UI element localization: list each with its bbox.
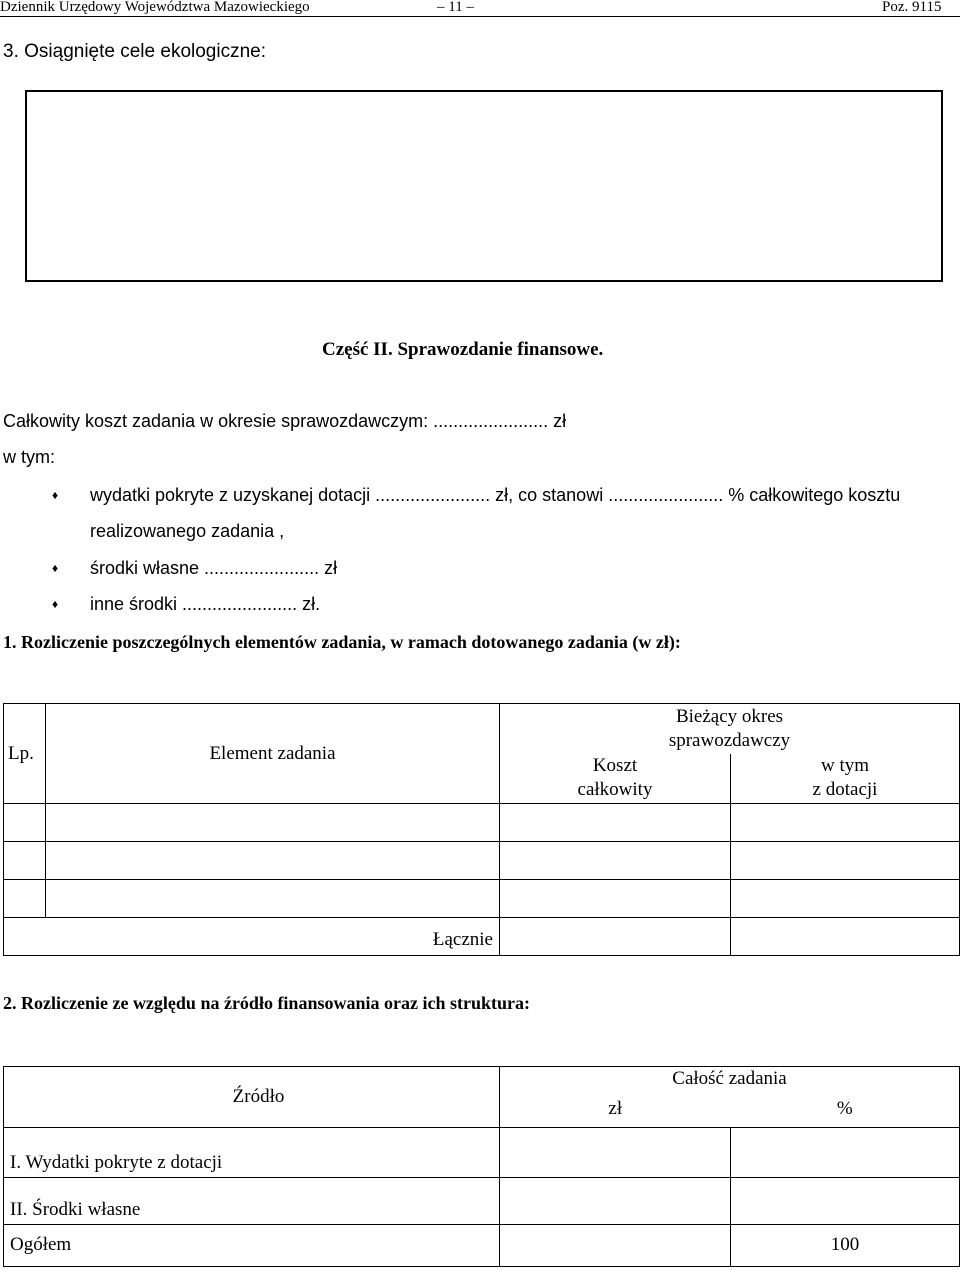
journal-title: Dziennik Urzędowy Województwa Mazowieckiego bbox=[0, 0, 310, 15]
table-cell[interactable] bbox=[500, 804, 731, 842]
ecological-goals-box[interactable] bbox=[25, 90, 943, 282]
table-row bbox=[4, 804, 960, 842]
table-row bbox=[4, 1224, 960, 1266]
table-row bbox=[4, 880, 960, 918]
table-cell[interactable] bbox=[4, 804, 46, 842]
row-subsidy-zl-cell[interactable] bbox=[500, 1127, 731, 1177]
table-row bbox=[4, 842, 960, 880]
col-header-period-line2: sprawozdawczy bbox=[668, 729, 791, 751]
table-row bbox=[4, 1127, 960, 1177]
table-cell[interactable] bbox=[4, 880, 46, 918]
table-row bbox=[4, 1177, 960, 1224]
row-subsidy-pct-cell[interactable] bbox=[731, 1127, 960, 1177]
part2-title: Część II. Sprawozdanie finansowe. bbox=[322, 339, 604, 360]
total-cost-cell[interactable] bbox=[500, 918, 731, 956]
task-elements-table bbox=[3, 703, 960, 956]
table-cell[interactable] bbox=[500, 842, 731, 880]
table-cell[interactable] bbox=[731, 880, 960, 918]
row-own-funds-zl-cell[interactable] bbox=[500, 1177, 731, 1224]
header-rule bbox=[0, 16, 960, 17]
own-funds-line: środki własne ....................... zł bbox=[90, 558, 338, 578]
bullet-diamond-icon: ♦ bbox=[52, 561, 59, 575]
total-row bbox=[4, 918, 960, 956]
of-which-label: w tym: bbox=[3, 447, 55, 467]
col-header-source: Źródło bbox=[4, 1067, 500, 1128]
total-cost-line: Całkowity koszt zadania w okresie sprawozdawczym: ....................... zł bbox=[3, 411, 567, 431]
row-subsidy-label: I. Wydatki pokryte z dotacji bbox=[4, 1127, 500, 1177]
table-cell[interactable] bbox=[46, 880, 500, 918]
row-total-pct: 100 bbox=[731, 1224, 960, 1266]
col-header-lp: Lp. bbox=[4, 704, 46, 804]
subsidy-expenses-line: wydatki pokryte z uzyskanej dotacji ....................... zł, co stanowi ....................... % całkowitego kosztu bbox=[90, 485, 901, 505]
bullet-diamond-icon: ♦ bbox=[52, 597, 59, 611]
table2-heading: 2. Rozliczenie ze względu na źródło finansowania oraz ich struktura: bbox=[3, 993, 530, 1013]
table-cell[interactable] bbox=[500, 880, 731, 918]
page-number: – 11 – bbox=[437, 0, 474, 15]
col-header-period-line1: Bieżący okres bbox=[675, 705, 784, 727]
col-header-total-line2: całkowity bbox=[577, 779, 653, 801]
funding-sources-table bbox=[3, 1066, 960, 1267]
bullet-diamond-icon: ♦ bbox=[52, 488, 59, 502]
col-header-total-cost bbox=[500, 754, 731, 804]
table-cell[interactable] bbox=[46, 842, 500, 880]
total-label: Łącznie bbox=[4, 918, 500, 956]
col-header-zl: zł bbox=[500, 1091, 731, 1127]
col-header-pct: % bbox=[731, 1091, 960, 1127]
other-funds-line: inne środki ....................... zł. bbox=[90, 594, 321, 614]
row-total-zl-cell[interactable] bbox=[500, 1224, 731, 1266]
row-own-funds-pct-cell[interactable] bbox=[731, 1177, 960, 1224]
col-header-subsidy-line2: z dotacji bbox=[812, 779, 878, 801]
col-header-element: Element zadania bbox=[46, 704, 500, 804]
col-header-whole-task: Całość zadania bbox=[500, 1067, 960, 1092]
total-subsidy-cell[interactable] bbox=[731, 918, 960, 956]
col-header-total-line1: Koszt bbox=[592, 755, 638, 777]
table-cell[interactable] bbox=[731, 804, 960, 842]
col-header-subsidy-line1: w tym bbox=[820, 755, 870, 777]
table-cell[interactable] bbox=[46, 804, 500, 842]
position-number: Poz. 9115 bbox=[882, 0, 942, 15]
row-own-funds-label: II. Środki własne bbox=[4, 1177, 500, 1224]
col-header-period bbox=[500, 704, 960, 754]
section3-title: 3. Osiągnięte cele ekologiczne: bbox=[3, 41, 266, 62]
subsidy-expenses-line-2: realizowanego zadania , bbox=[90, 521, 285, 541]
table-cell[interactable] bbox=[4, 842, 46, 880]
table1-heading: 1. Rozliczenie poszczególnych elementów zadania, w ramach dotowanego zadania (w zł): bbox=[3, 632, 681, 652]
table-cell[interactable] bbox=[731, 842, 960, 880]
col-header-subsidy bbox=[731, 754, 960, 804]
row-total-label: Ogółem bbox=[4, 1224, 500, 1266]
